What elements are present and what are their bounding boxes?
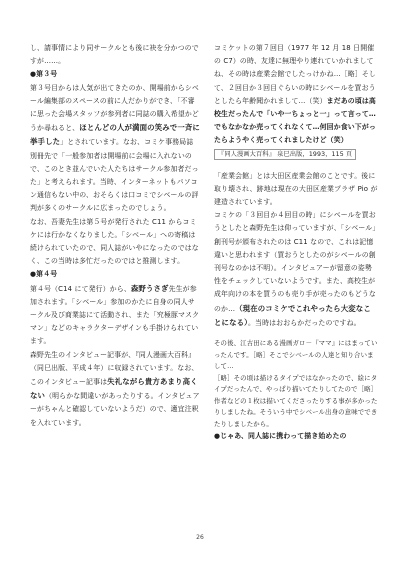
paragraph-text: 」とされています。なお、コミケ事務局誌別冊先で「一般参加者は開場前に会場に入れないので、このとき並んでいた人たちはサークル参加者だった」と考えられます。当時、インターネットもパソコン通信もない中の、おそらくは口コミでシベールの評判が多くのサークルに広まったのでしょう。 [30,138,199,213]
paragraph-text: （明らかな間違いがあったりする。インタビュアーがちゃんと確認していないようだ）ので、適宜注釈を入れています。 [30,392,200,427]
paragraph [30,349,200,430]
paragraph-text: 第３号目からは人気が出てきたのか、開場前からシベール編集部のスペースの前に人だかりができ、「不審に思った会場スタッフが参列者に同誌の購入希望かどうか尋ねると、 [30,83,199,133]
interview-quote [214,42,378,148]
paragraph: 「産業会館」とは大田区産業会館のことです。後に取り壊され、跡地は現在の大田区産業プラザ Pio が建造されています。 [214,171,378,207]
paragraph-text: 先生が参加されます。「シベール」参加のかたに自身の同人サークル及び商業誌にて活動され、また「究極豚マスクマン」などのキャラクターデザインも手掛けられています。 [30,284,200,346]
paragraph: し、請事情により同サークルとも後に袂を分かつのですが……。 [30,44,199,66]
bold-phrase: （現在のコミケでこれやったら大変なことになる） [214,303,371,327]
page-number: 26 [196,534,204,541]
paragraph-text: 。当時はおおらかだったのですね。 [248,318,361,327]
left-column [30,42,200,430]
bold-phrase: 失礼ながら貴方あまり高くない [30,377,198,401]
interview-quote: ［略］その頃は描けるタイプではなかったので、絵にタイプだったんで、やっぱり描いてたりしてたので［略］作者などの１枚は描いてくださったりする事が多かったりしましたね。そういう中でシベール出身の意味でできたりしましたから。 [214,373,378,428]
paragraph: なお、吾妻先生は第５号が発行された C11 からコミケには行かなくなりました。「シベール」への寄稿は続けられていたので、同人誌がいやになったのではなく、この当時は多忙だったのではと推測します。 [30,217,199,266]
citation-note: 『同人漫画大百科』 泉巳出版，1993，115 頁 [214,149,356,160]
quote-text: コミケットの第７回目（1977 年 12 月 18 日開催の C7）の時、友達に無理やり連れていかれましてね、その時は産業会館でしたっけかね…［略］そして、２回目か３回目ぐらいの時にシベールを買おうとしたら年齢聞かれまして…（笑） [214,44,376,105]
right-column [214,42,378,443]
paragraph-text: コミケの「３回目か４回目の時」にシベールを買おうとしたと森野先生は仰っていますが、「シベール」創刊号が頒布されたのは C11 なので、これは記憶違いと思われます（買おうとしたのがシベールの創刊号なのかは不明）。インタビュアーが留意の姿勢性をチェックしていないようです。また、高校生が成年向けの本を買うのも売り手が売ったのもどうなのか… [214,211,376,313]
section-heading-issue-3: ●第３号 [30,70,58,79]
section-heading-issue-4: ●第４号 [30,270,58,279]
paragraph [214,209,378,330]
paragraph-text: 森野先生のインタビュー記事が、『同人漫画大百科』（同巳出版、平成４年）に収録されています。なお、このインタビュー記事は [30,350,199,387]
interview-quote: その後、江古田にある漫画ガロ－『ママ』にはまっていったんです。［略］そこでシベールの人達と知り合いまして… [214,339,378,371]
bold-name: 森野うさぎ [130,283,169,293]
interview-question: ●じゃあ、同人誌に携わって描き始めたの [214,432,347,441]
bold-phrase: ほとんどの人が満面の笑みで一斉に挙手した [30,123,200,147]
bold-quote: まだあの頃は高校生だったんで「いや一ちょっと一」って言って…でもなかなか売ってくれなくて…何回か食い下がったらようやく売ってくれましたけど（笑） [214,96,376,145]
paragraph [30,282,200,349]
paragraph [30,82,200,216]
paragraph-text: 第４号（C14 にて発行）から、 [30,284,131,293]
